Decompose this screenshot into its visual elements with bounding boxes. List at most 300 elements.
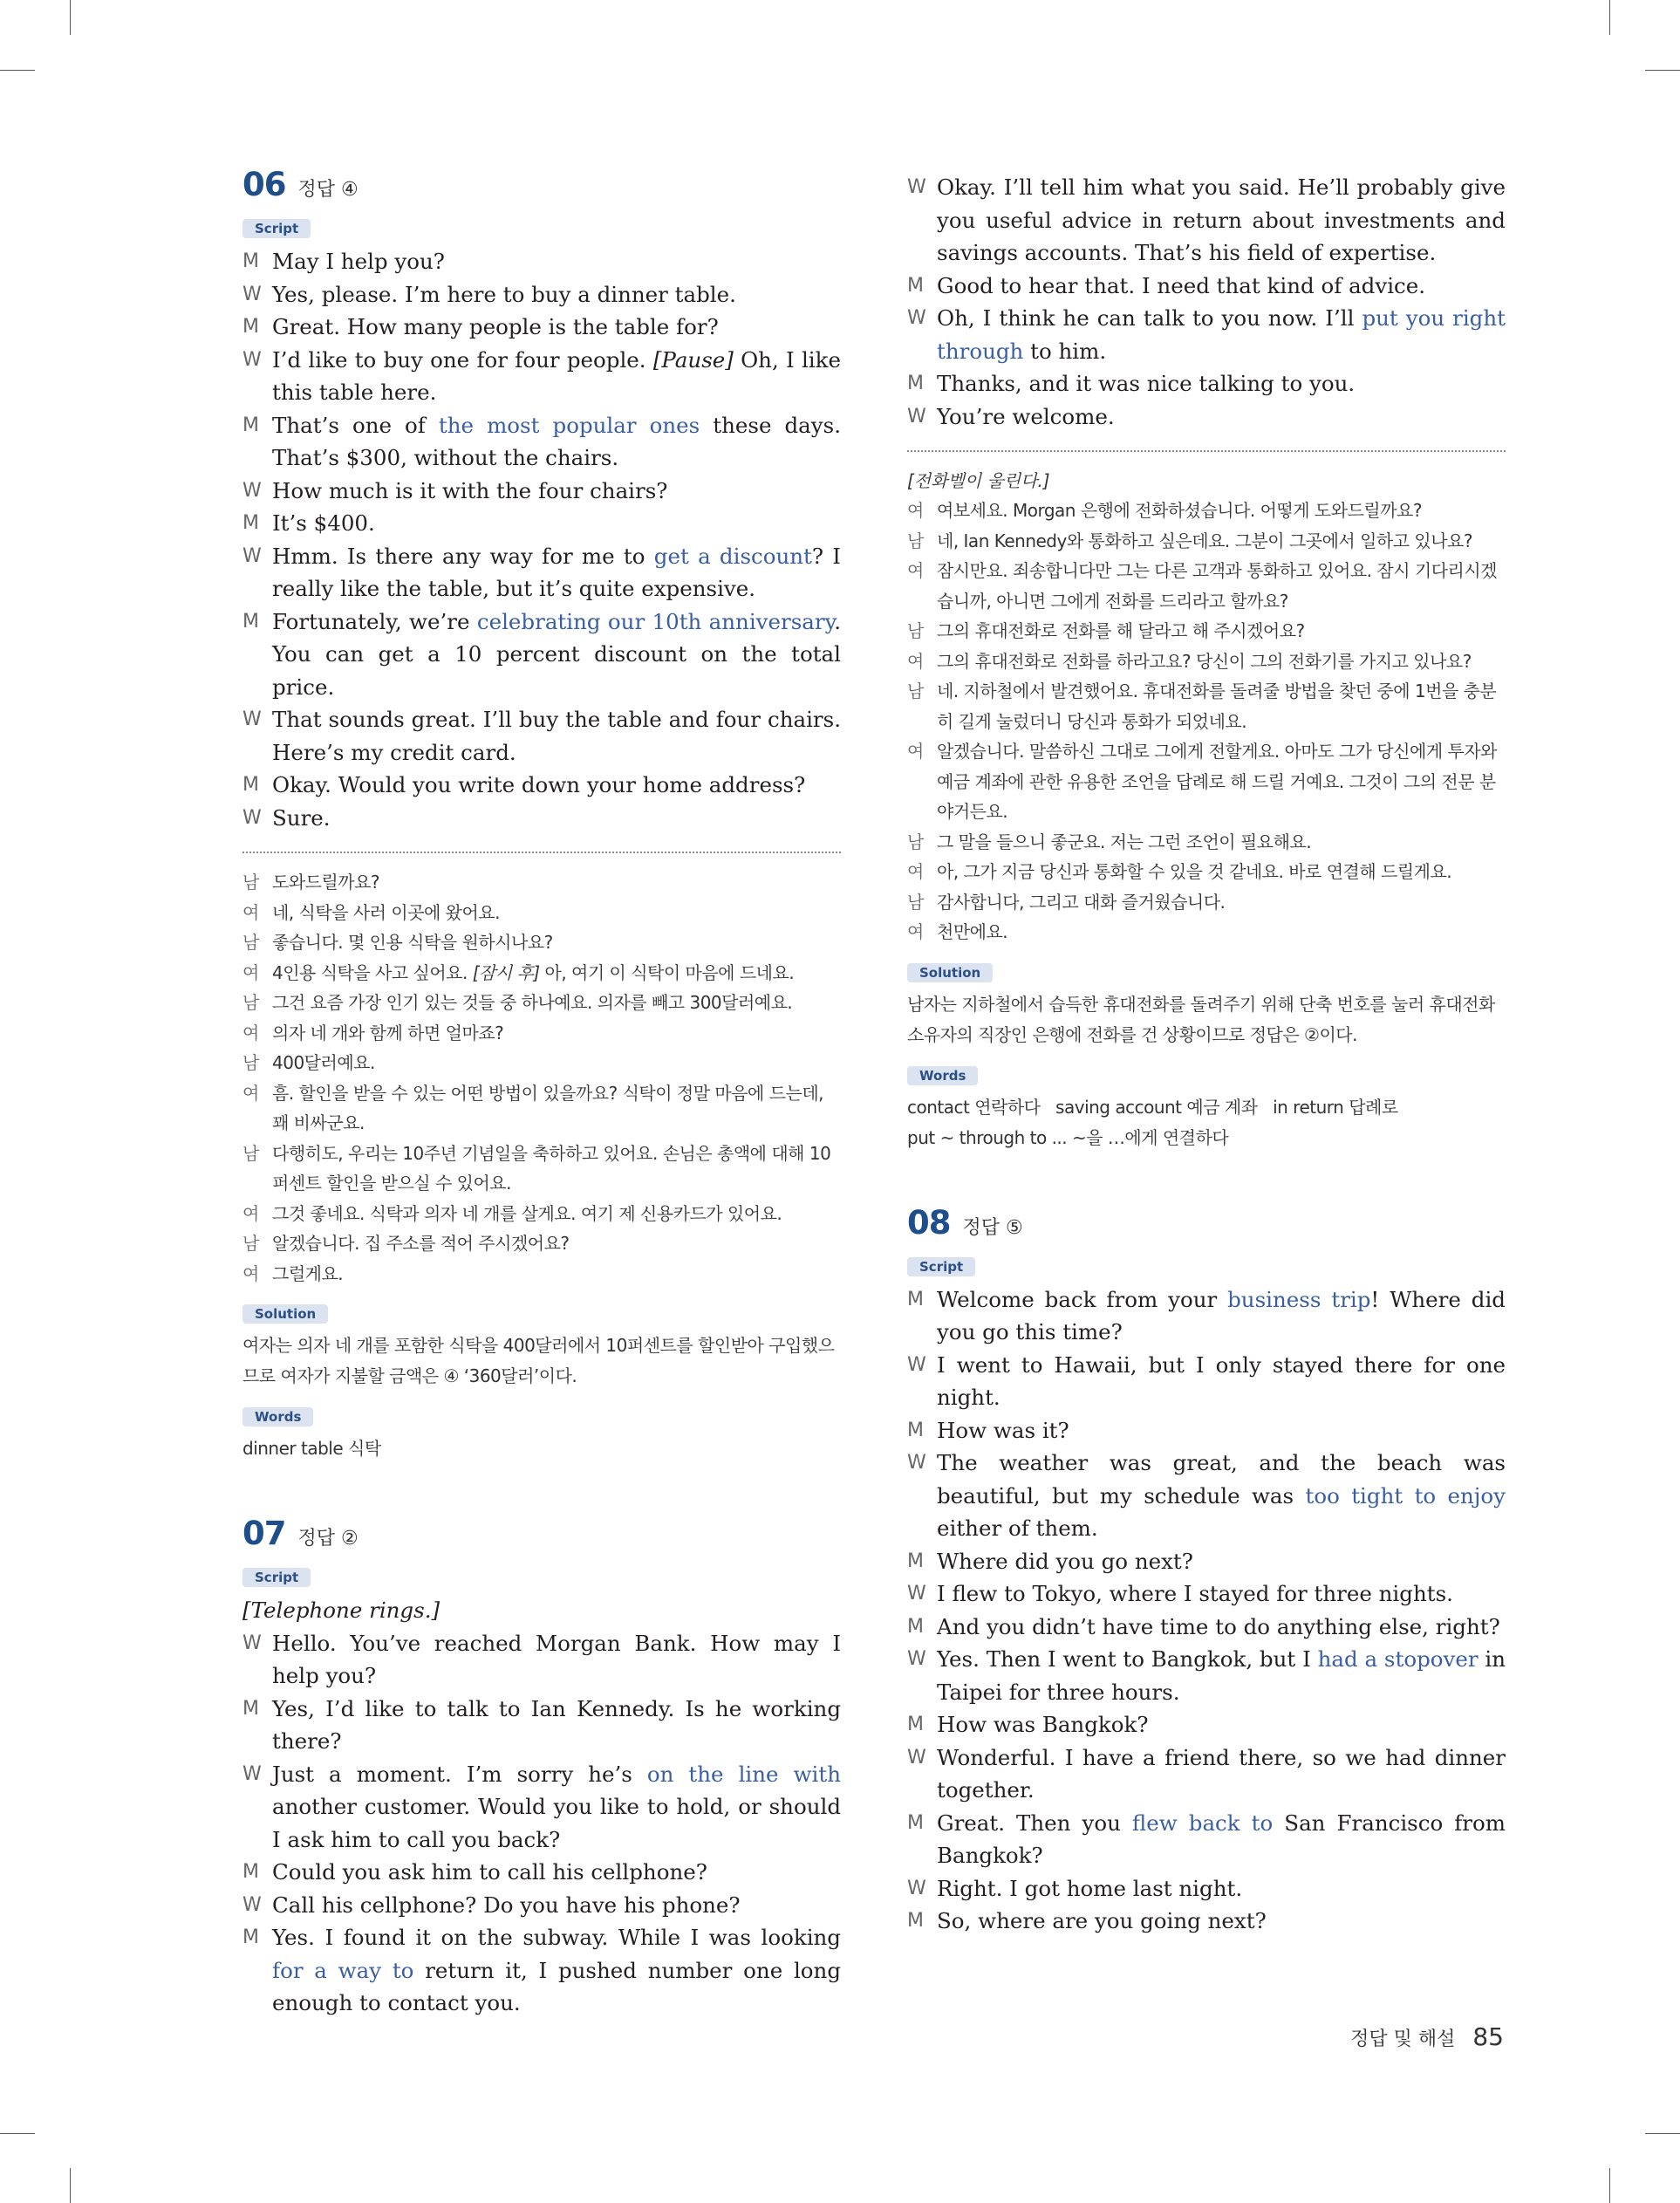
- dialogue-line: [907, 676, 1506, 736]
- dialogue-line: [907, 1349, 1506, 1414]
- script-tag: Script: [242, 1568, 311, 1587]
- speaker-label: 남: [242, 1052, 259, 1073]
- text-segment: That’s one of: [272, 412, 439, 438]
- dialogue-line: [907, 400, 1506, 434]
- speaker-label: 남: [242, 992, 259, 1013]
- key-expression: too tight to enjoy: [1305, 1482, 1506, 1509]
- text-segment: 아, 여기 이 식탁이 마음에 드네요.: [539, 961, 795, 983]
- dialogue-text: [937, 1414, 1506, 1447]
- speaker-label: W: [242, 806, 262, 829]
- answer-label: 정답 ⑤: [962, 1216, 1023, 1239]
- dialogue-text: [272, 1199, 841, 1229]
- dialogue-text: [937, 1577, 1506, 1611]
- dialogue-text: [272, 344, 841, 409]
- text-segment: 다행히도, 우리는 10주년 기념일을 축하하고 있어요. 손님은 총액에 대해 10퍼센트 할인을 받으실 수 있어요.: [272, 1142, 831, 1194]
- dialogue-text: [272, 1758, 841, 1857]
- dialogue-line: [242, 1199, 841, 1229]
- text-segment: 의자 네 개와 함께 하면 얼마죠?: [272, 1022, 504, 1043]
- text-segment: 좋습니다. 몇 인용 식탁을 원하시나요?: [272, 932, 553, 953]
- dialogue-text: [937, 400, 1506, 434]
- text-segment: 그건 요즘 가장 인기 있는 것들 중 하나예요. 의자를 빼고 300달러예요.: [272, 992, 793, 1013]
- text-segment: these days. That’s $300, without the chairs.: [272, 412, 841, 470]
- dialogue-text: [937, 1708, 1506, 1741]
- text-segment: Okay. Would you write down your home address?: [272, 772, 806, 797]
- q07-translation: [907, 496, 1506, 948]
- text-segment: either of them.: [937, 1515, 1098, 1541]
- dialogue-line: [907, 1872, 1506, 1905]
- crop-mark: [0, 70, 35, 71]
- text-segment: Oh, I think he can talk to you now. I’ll: [937, 305, 1362, 331]
- text-segment: 네. 지하철에서 발견했어요. 휴대전화를 돌려줄 방법을 찾던 중에 1번을 충분히 길게 눌렀더니 당신과 통화가 되었네요.: [937, 681, 1497, 732]
- dialogue-line: [242, 958, 841, 989]
- dialogue-text: [937, 171, 1506, 270]
- dialogue-text: [937, 1545, 1506, 1578]
- speaker-label: M: [242, 250, 259, 272]
- dialogue-text: [272, 1889, 841, 1922]
- text-segment: Great. How many people is the table for?: [272, 314, 719, 339]
- speaker-label: 남: [242, 1233, 259, 1254]
- text-segment: in Taipei for three hours.: [937, 1646, 1506, 1705]
- q06-solution: 여자는 의자 네 개를 포함한 식탁을 400달러에서 10퍼센트를 할인받아 구입했으므로 여자가 지불할 금액은 ④ ‘360달러’이다.: [242, 1335, 835, 1386]
- speaker-label: W: [242, 544, 262, 567]
- dialogue-line: [242, 1627, 841, 1693]
- dialogue-line: [242, 540, 841, 605]
- q08-script: [907, 1283, 1506, 1938]
- text-segment: . You can get a 10 percent discount on the total price.: [272, 608, 842, 700]
- dialogue-text: [272, 769, 841, 802]
- q07-script: [242, 1627, 841, 2020]
- dialogue-line: [242, 988, 841, 1018]
- speaker-label: M: [907, 274, 924, 297]
- dialogue-line: [242, 769, 841, 802]
- dialogue-line: [242, 1048, 841, 1078]
- dialogue-text: [272, 605, 841, 704]
- text-segment: another customer. Would you like to hold, or should I ask him to call you back?: [272, 1794, 841, 1852]
- text-segment: How was it?: [937, 1417, 1069, 1443]
- dialogue-text: [937, 676, 1506, 736]
- text-segment: 아, 그가 지금 당신과 통화할 수 있을 것 같네요. 바로 연결해 드릴게요.: [937, 861, 1452, 882]
- speaker-label: M: [242, 1926, 259, 1948]
- dialogue-line: [242, 605, 841, 704]
- text-segment: 그럴게요.: [272, 1262, 344, 1284]
- dialogue-text: [272, 1139, 841, 1199]
- text-segment: The weather was great, and the beach was beautiful, but my schedule was: [937, 1450, 1506, 1509]
- text-segment: I flew to Tokyo, where I stayed for three nights.: [937, 1581, 1453, 1606]
- dialogue-text: [937, 367, 1506, 400]
- speaker-label: 여: [242, 1262, 259, 1284]
- text-segment: Wonderful. I have a friend there, so we had dinner together.: [937, 1744, 1506, 1803]
- crop-mark: [0, 2133, 35, 2134]
- dialogue-line: [242, 1856, 841, 1889]
- speaker-label: M: [907, 1288, 924, 1310]
- speaker-label: 여: [907, 921, 924, 942]
- speaker-label: W: [907, 307, 926, 329]
- text-segment: 4인용 식탁을 사고 싶어요.: [272, 961, 473, 983]
- key-expression: flew back to: [1131, 1810, 1274, 1836]
- q06-words: dinner table 식탁: [242, 1438, 381, 1459]
- crop-mark: [70, 0, 71, 35]
- q06-translation: [242, 867, 841, 1289]
- speaker-label: M: [907, 1615, 924, 1638]
- dialogue-text: [272, 867, 841, 898]
- dialogue-text: [937, 270, 1506, 303]
- question-08-header: [907, 1204, 1506, 1242]
- dialogue-line: [907, 1643, 1506, 1708]
- speaker-label: 남: [242, 932, 259, 953]
- text-segment: Hmm. Is there any way for me to: [272, 543, 654, 569]
- text-segment: 여보세요. Morgan 은행에 전화하셨습니다. 어떻게 도와드릴까요?: [937, 500, 1422, 521]
- text-segment: Hello. You’ve reached Morgan Bank. How may I help you?: [272, 1630, 841, 1688]
- text-segment: Right. I got home last night.: [937, 1875, 1243, 1901]
- speaker-label: W: [907, 1452, 926, 1474]
- speaker-label: 여: [242, 961, 259, 983]
- crop-mark: [70, 2168, 71, 2203]
- dialogue-line: [907, 1708, 1506, 1741]
- dialogue-text: [937, 1807, 1506, 1872]
- speaker-label: 여: [242, 901, 259, 923]
- speaker-label: M: [242, 316, 259, 338]
- dialogue-text: [937, 1741, 1506, 1807]
- text-segment: Sure.: [272, 804, 331, 831]
- text-segment: 네, 식탁을 사러 이곳에 왔어요.: [272, 901, 500, 923]
- dialogue-line: [242, 507, 841, 540]
- dialogue-text: [937, 887, 1506, 918]
- dialogue-line: [907, 1905, 1506, 1938]
- text-segment: I’d like to buy one for four people.: [272, 346, 653, 373]
- dialogue-line: [242, 1078, 841, 1139]
- stage-direction: [Telephone rings.]: [242, 1598, 440, 1623]
- text-segment: 그의 휴대전화로 전화를 해 달라고 해 주시겠어요?: [937, 620, 1305, 641]
- dialogue-text: [937, 1349, 1506, 1414]
- dialogue-text: [272, 1048, 841, 1078]
- dialogue-line: [907, 270, 1506, 303]
- key-expression: for a way to: [272, 1957, 414, 1983]
- key-expression: put you right through: [937, 305, 1506, 364]
- dialogue-text: [272, 475, 841, 508]
- question-number: 08: [907, 1203, 951, 1242]
- speaker-label: M: [907, 1550, 924, 1572]
- text-segment: 흠. 할인을 받을 수 있는 어떤 방법이 있을까요? 식탁이 정말 마음에 드는데, 꽤 비싸군요.: [272, 1082, 824, 1133]
- speaker-label: M: [242, 414, 259, 436]
- question-number: 07: [242, 1515, 286, 1552]
- question-06-header: [242, 166, 841, 203]
- divider: [907, 450, 1506, 452]
- dialogue-line: [242, 1693, 841, 1758]
- text-segment: 그것 좋네요. 식탁과 의자 네 개를 살게요. 여기 제 신용카드가 있어요.: [272, 1202, 782, 1224]
- speaker-label: W: [907, 1353, 926, 1376]
- footer-title: 정답 및 해설: [1350, 2029, 1456, 2050]
- text-segment: 알겠습니다. 말씀하신 그대로 그에게 전할게요. 아마도 그가 당신에게 투자와 예금 계좌에 관한 유용한 조언을 답례로 해 드릴 거예요. 그것이 그의 전문 분야거든요.: [937, 741, 1497, 822]
- question-number: 06: [242, 166, 286, 203]
- words-tag: Words: [907, 1066, 978, 1085]
- speaker-label: M: [242, 1697, 259, 1720]
- dialogue-line: [907, 1807, 1506, 1872]
- dialogue-text: [937, 827, 1506, 858]
- text-segment: It’s $400.: [272, 510, 375, 536]
- speaker-label: W: [907, 1746, 926, 1769]
- dialogue-line: [242, 311, 841, 344]
- words-tag: Words: [242, 1407, 313, 1426]
- dialogue-text: [272, 958, 841, 989]
- dialogue-text: [272, 278, 841, 311]
- dialogue-line: [242, 1758, 841, 1857]
- speaker-label: 여: [242, 1202, 259, 1224]
- speaker-label: W: [242, 283, 262, 305]
- speaker-label: 남: [907, 891, 924, 913]
- text-segment: Fortunately, we’re: [272, 608, 477, 634]
- dialogue-line: [907, 496, 1506, 526]
- text-segment: return it, I pushed number one long enough to contact you.: [272, 1957, 841, 2015]
- dialogue-text: [272, 898, 841, 928]
- speaker-label: W: [907, 1583, 926, 1604]
- dialogue-text: [272, 1856, 841, 1889]
- speaker-label: M: [907, 1419, 924, 1441]
- dialogue-text: [937, 1905, 1506, 1938]
- text-segment: May I help you?: [272, 249, 445, 274]
- dialogue-line: [242, 898, 841, 928]
- text-segment: 잠시만요. 죄송합니다만 그는 다른 고객과 통화하고 있어요. 잠시 기다리시겠습니까, 아니면 그에게 전화를 드리라고 할까요?: [937, 560, 1497, 612]
- text-segment: And you didn’t have time to do anything else, right?: [937, 1613, 1500, 1639]
- text-segment: Okay. I’ll tell him what you said. He’ll probably give you useful advice in return about investments and savings accounts. That’s his field of expertise.: [937, 174, 1506, 265]
- question-07-header: [242, 1515, 841, 1552]
- text-segment: Yes, I’d like to talk to Ian Kennedy. Is he working there?: [272, 1695, 841, 1754]
- dialogue-text: [937, 1611, 1506, 1644]
- dialogue-line: [242, 1228, 841, 1259]
- dialogue-line: [242, 867, 841, 898]
- stage-direction: [Pause]: [652, 346, 734, 373]
- text-segment: ? I really like the table, but it’s quite expensive.: [272, 543, 841, 601]
- speaker-label: 남: [242, 872, 259, 893]
- dialogue-line: [907, 736, 1506, 827]
- dialogue-text: [272, 802, 841, 835]
- dialogue-line: [242, 344, 841, 409]
- crop-mark: [1645, 2133, 1680, 2134]
- text-segment: Welcome back from your: [937, 1286, 1228, 1312]
- speaker-label: W: [242, 348, 262, 371]
- text-segment: Great. Then you: [937, 1810, 1132, 1836]
- left-column: [242, 166, 841, 2020]
- key-expression: business trip: [1227, 1286, 1371, 1312]
- text-segment: 그 말을 들으니 좋군요. 저는 그런 조언이 필요해요.: [937, 831, 1312, 852]
- text-segment: 400달러예요.: [272, 1052, 375, 1073]
- crop-mark: [1609, 2168, 1610, 2203]
- page-number: 85: [1472, 2022, 1504, 2051]
- speaker-label: W: [907, 405, 926, 428]
- right-column: [907, 171, 1506, 1938]
- text-segment: 그의 휴대전화로 전화를 하라고요? 당신이 그의 전화기를 가지고 있나요?: [937, 650, 1472, 672]
- dialogue-line: [242, 1139, 841, 1199]
- solution-tag: Solution: [907, 963, 993, 982]
- dialogue-line: [907, 367, 1506, 400]
- dialogue-text: [937, 526, 1506, 557]
- dialogue-text: [272, 540, 841, 605]
- answer-label: 정답 ④: [297, 179, 359, 201]
- crop-mark: [1609, 0, 1610, 35]
- q07-words-line-1: contact 연락하다 saving account 예금 계좌 in return 답례로: [907, 1096, 1398, 1118]
- dialogue-text: [937, 1283, 1506, 1349]
- text-segment: You’re welcome.: [937, 403, 1115, 429]
- key-expression: get a discount: [653, 543, 812, 569]
- speaker-label: M: [242, 610, 259, 633]
- dialogue-text: [937, 917, 1506, 948]
- text-segment: Yes. Then I went to Bangkok, but I: [937, 1646, 1318, 1672]
- dialogue-line: [242, 1259, 841, 1290]
- dialogue-text: [937, 616, 1506, 647]
- dialogue-line: [907, 647, 1506, 677]
- speaker-label: W: [242, 479, 262, 502]
- q07-script-continued: [907, 171, 1506, 433]
- key-expression: on the line with: [646, 1761, 842, 1787]
- speaker-label: 여: [242, 1022, 259, 1043]
- speaker-label: 남: [907, 620, 924, 641]
- answer-label: 정답 ②: [297, 1528, 359, 1550]
- dialogue-text: [272, 409, 841, 475]
- speaker-label: W: [242, 708, 262, 730]
- dialogue-text: [272, 703, 841, 769]
- speaker-label: 여: [907, 650, 924, 672]
- page-footer: [1350, 2022, 1504, 2051]
- dialogue-line: [242, 927, 841, 958]
- dialogue-line: [242, 1921, 841, 2020]
- text-segment: How was Bangkok?: [937, 1712, 1149, 1737]
- speaker-label: M: [907, 1811, 924, 1834]
- speaker-label: 여: [907, 500, 924, 521]
- script-tag: Script: [907, 1257, 975, 1276]
- dialogue-text: [272, 507, 841, 540]
- text-segment: That sounds great. I’ll buy the table and four chairs. Here’s my credit card.: [272, 707, 841, 765]
- speaker-label: 여: [907, 861, 924, 882]
- text-segment: Just a moment. I’m sorry he’s: [272, 1761, 647, 1787]
- speaker-label: 남: [907, 831, 924, 852]
- dialogue-line: [907, 827, 1506, 858]
- text-segment: Oh, I like this table here.: [272, 346, 841, 405]
- text-segment: Could you ask him to call his cellphone?: [272, 1859, 707, 1885]
- text-segment: Where did you go next?: [937, 1548, 1193, 1574]
- dialogue-text: [272, 245, 841, 278]
- text-segment: Call his cellphone? Do you have his phone?: [272, 1892, 741, 1918]
- dialogue-text: [937, 496, 1506, 526]
- text-segment: I went to Hawaii, but I only stayed there for one night.: [937, 1351, 1506, 1410]
- speaker-label: 여: [907, 741, 924, 762]
- dialogue-text: [272, 927, 841, 958]
- crop-mark: [1645, 70, 1680, 71]
- speaker-label: 남: [242, 1142, 259, 1164]
- dialogue-line: [907, 1741, 1506, 1807]
- dialogue-text: [272, 1018, 841, 1049]
- dialogue-line: [242, 278, 841, 311]
- dialogue-text: [937, 857, 1506, 887]
- speaker-label: W: [907, 1877, 926, 1899]
- dialogue-text: [272, 1627, 841, 1693]
- dialogue-line: [242, 409, 841, 475]
- speaker-label: 남: [907, 681, 924, 701]
- dialogue-text: [272, 1259, 841, 1290]
- dialogue-line: [907, 887, 1506, 918]
- speaker-label: 여: [242, 1082, 259, 1104]
- speaker-label: M: [907, 373, 924, 394]
- dialogue-line: [907, 1577, 1506, 1611]
- script-tag: Script: [242, 219, 311, 238]
- dialogue-text: [937, 302, 1506, 367]
- text-segment: Good to hear that. I need that kind of advice.: [937, 272, 1426, 298]
- speaker-label: W: [242, 1632, 262, 1654]
- dialogue-line: [907, 556, 1506, 616]
- text-segment: Thanks, and it was nice talking to you.: [937, 371, 1356, 396]
- dialogue-line: [907, 616, 1506, 647]
- stage-direction-korean: [전화벨이 울린다.]: [907, 470, 1050, 491]
- speaker-label: 남: [907, 530, 924, 551]
- dialogue-line: [907, 1545, 1506, 1578]
- dialogue-text: [937, 1447, 1506, 1545]
- text-segment: ! Where did you go this time?: [937, 1286, 1506, 1344]
- speaker-label: 여: [907, 560, 924, 581]
- dialogue-line: [907, 1283, 1506, 1349]
- speaker-label: M: [242, 774, 259, 796]
- dialogue-line: [242, 1889, 841, 1922]
- dialogue-text: [272, 311, 841, 344]
- text-segment: Yes. I found it on the subway. While I was looking: [272, 1925, 841, 1950]
- dialogue-line: [242, 802, 841, 835]
- text-segment: 알겠습니다. 집 주소를 적어 주시겠어요?: [272, 1233, 570, 1254]
- speaker-label: W: [907, 176, 926, 198]
- text-segment: 도와드릴까요?: [272, 872, 380, 893]
- divider: [242, 852, 841, 853]
- speaker-label: M: [242, 512, 259, 534]
- text-segment: 감사합니다, 그리고 대화 즐거웠습니다.: [937, 891, 1226, 913]
- dialogue-text: [937, 647, 1506, 677]
- q07-words-line-2: put ~ through to ... ~을 …에게 연결하다: [907, 1126, 1229, 1148]
- dialogue-line: [242, 475, 841, 508]
- dialogue-line: [907, 917, 1506, 948]
- text-segment: Yes, please. I’m here to buy a dinner table.: [272, 281, 736, 307]
- dialogue-text: [937, 736, 1506, 827]
- dialogue-line: [242, 703, 841, 769]
- dialogue-line: [907, 1611, 1506, 1644]
- q06-script: [242, 245, 841, 834]
- key-expression: celebrating our 10th anniversary: [476, 608, 835, 634]
- dialogue-text: [272, 1228, 841, 1259]
- text-segment: 천만에요.: [937, 921, 1008, 942]
- speaker-label: W: [242, 1893, 262, 1916]
- text-segment: to him.: [1023, 338, 1107, 364]
- text-segment: San Francisco from Bangkok?: [937, 1810, 1506, 1868]
- speaker-label: M: [907, 1910, 924, 1932]
- stage-direction: [잠시 후]: [472, 961, 540, 983]
- dialogue-text: [937, 556, 1506, 616]
- dialogue-text: [937, 1643, 1506, 1708]
- dialogue-line: [907, 171, 1506, 270]
- speaker-label: M: [907, 1714, 924, 1735]
- dialogue-line: [907, 857, 1506, 887]
- text-segment: So, where are you going next?: [937, 1908, 1267, 1933]
- text-segment: 네, Ian Kennedy와 통화하고 싶은데요. 그분이 그곳에서 일하고 있나요?: [937, 530, 1472, 551]
- dialogue-line: [907, 302, 1506, 367]
- solution-tag: Solution: [242, 1304, 328, 1324]
- key-expression: had a stopover: [1317, 1646, 1479, 1672]
- dialogue-line: [242, 1018, 841, 1049]
- dialogue-line: [242, 245, 841, 278]
- dialogue-line: [907, 1414, 1506, 1447]
- dialogue-line: [907, 1447, 1506, 1545]
- dialogue-text: [272, 1921, 841, 2020]
- dialogue-text: [272, 988, 841, 1018]
- dialogue-text: [272, 1078, 841, 1139]
- q07-solution: 남자는 지하철에서 습득한 휴대전화를 돌려주기 위해 단축 번호를 눌러 휴대전화 소유자의 직장인 은행에 전화를 건 상황이므로 정답은 ②이다.: [907, 993, 1495, 1045]
- dialogue-text: [272, 1693, 841, 1758]
- key-expression: the most popular ones: [438, 412, 700, 438]
- text-segment: How much is it with the four chairs?: [272, 477, 668, 503]
- speaker-label: W: [907, 1648, 926, 1670]
